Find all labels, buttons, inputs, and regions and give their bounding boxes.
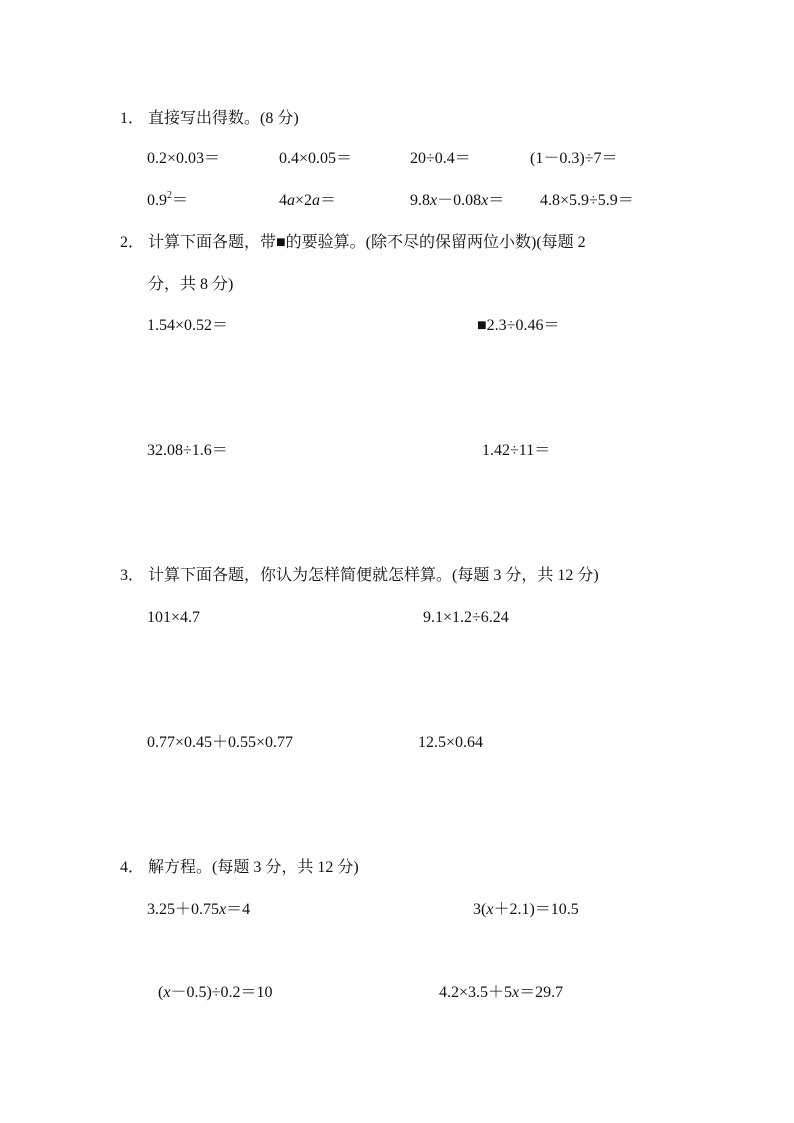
q2-number: 2． [120, 234, 145, 251]
q4-eq3-var: x [163, 984, 171, 1001]
q1-item-7-var: x [481, 192, 489, 209]
q4-eq2-var: x [486, 901, 494, 918]
q1-item-4: (1－0.3)÷7＝ [530, 150, 618, 167]
q1-item-3: 20÷0.4＝ [410, 150, 471, 167]
q1-item-6-var: a [312, 192, 321, 209]
q4-eq3-part: －0.5)÷0.2＝10 [170, 984, 273, 1001]
q1-item-7-var: x [430, 192, 438, 209]
q1-item-6-part: ＝ [320, 192, 337, 209]
q4-number: 4． [120, 859, 145, 876]
q1-item-5-base: 0.9 [147, 192, 167, 209]
q4-eq4-part: 4.2×3.5＋5 [439, 984, 513, 1001]
q1-item-5 [147, 191, 188, 211]
q1-item-7 [410, 191, 504, 211]
q4-equation-1 [147, 900, 250, 920]
q2-item-3: 32.08÷1.6＝ [147, 442, 228, 459]
q1-item-8: 4.8×5.9÷5.9＝ [540, 192, 634, 209]
q1-number: 1． [120, 110, 145, 127]
q2-title-line1: 计算下面各题，带■的要验算。(除不尽的保留两位小数)(每题 2 [148, 234, 586, 251]
q4-equation-4 [439, 983, 563, 1003]
q4-eq1-var: x [219, 901, 227, 918]
q4-eq3-part: ( [158, 984, 164, 1001]
q3-number: 3． [120, 567, 145, 584]
q2-item-2: ■2.3÷0.46＝ [477, 317, 560, 334]
q1-item-7-part: 9.8 [410, 192, 430, 209]
q4-eq2-part: ＋2.1)＝10.5 [493, 901, 579, 918]
q2-title-line2: 分，共 8 分) [148, 276, 234, 293]
q1-item-6-var: a [287, 192, 295, 209]
q4-eq1-part: ＝4 [226, 901, 251, 918]
q4-eq2-part: 3( [473, 901, 487, 918]
q4-eq4-var: x [512, 984, 520, 1001]
q1-item-1: 0.2×0.03＝ [147, 150, 221, 167]
q3-item-4: 12.5×0.64 [418, 734, 484, 751]
q1-item-6-part: 4 [279, 192, 287, 209]
q1-title: 直接写出得数。(8 分) [148, 110, 299, 127]
q1-item-5-exponent: 2 [167, 190, 172, 201]
q2-item-4: 1.42÷11＝ [482, 442, 551, 459]
q3-title: 计算下面各题，你认为怎样简便就怎样算。(每题 3 分，共 12 分) [148, 567, 599, 584]
q1-item-6-part: ×2 [295, 192, 313, 209]
q3-item-3: 0.77×0.45＋0.55×0.77 [147, 734, 294, 751]
q2-item-1: 1.54×0.52＝ [147, 317, 229, 334]
q1-item-7-part: ＝ [488, 192, 505, 209]
q1-item-2: 0.4×0.05＝ [279, 150, 353, 167]
q4-title: 解方程。(每题 3 分，共 12 分) [148, 859, 359, 876]
q1-item-5-equals: ＝ [172, 192, 189, 209]
q3-item-2: 9.1×1.2÷6.24 [423, 609, 509, 626]
q4-eq4-part: ＝29.7 [519, 984, 564, 1001]
q3-item-1: 101×4.7 [147, 609, 201, 626]
q4-eq1-part: 3.25＋0.75 [147, 901, 220, 918]
q1-item-7-part: －0.08 [437, 192, 482, 209]
q1-item-6 [279, 191, 336, 211]
q4-equation-2 [473, 900, 579, 920]
q4-equation-3 [158, 983, 273, 1003]
